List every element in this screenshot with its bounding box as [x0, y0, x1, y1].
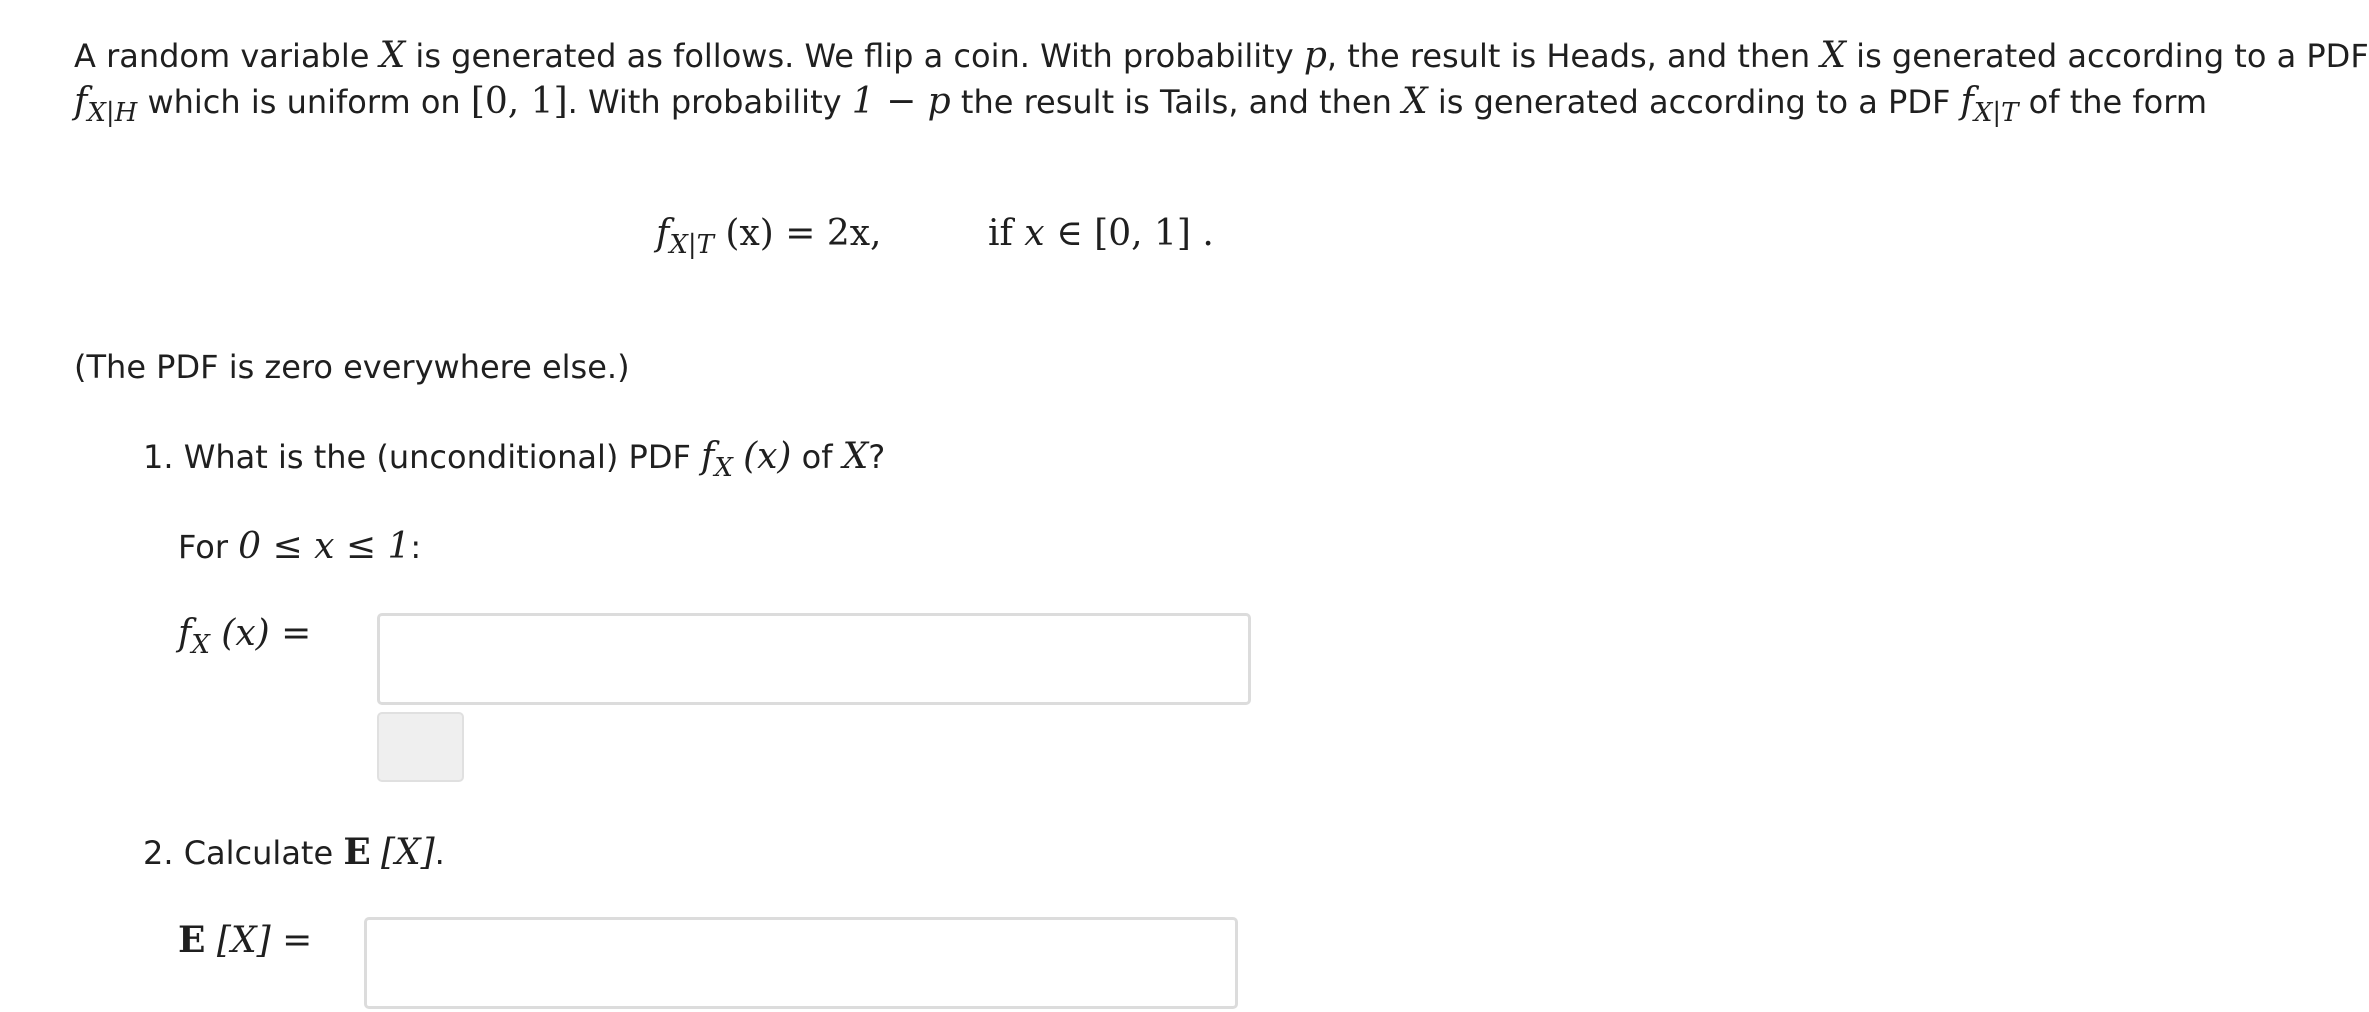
- for-label: For: [178, 528, 228, 566]
- math-subscript: X|T: [1973, 98, 2019, 129]
- intro-line-1: [74, 34, 2369, 78]
- math-f: f: [178, 613, 192, 654]
- pdf-answer-input[interactable]: [377, 613, 1251, 705]
- zero-note: (The PDF is zero everywhere else.): [74, 348, 630, 386]
- math-subscript: X: [714, 453, 733, 484]
- intro-text: which is uniform on: [147, 83, 461, 121]
- math-E: E: [343, 831, 371, 873]
- math-p: p: [1303, 35, 1327, 76]
- condition-if: if: [988, 213, 1013, 254]
- intro-text: the result is Tails, and then: [960, 83, 1392, 121]
- math-X: X: [1820, 35, 1846, 76]
- answer-rest: (x) =: [221, 613, 312, 654]
- q1-answer-label: [178, 612, 311, 659]
- answer-rest: [X] =: [216, 920, 313, 961]
- period: .: [434, 834, 445, 872]
- pdf-preview-button[interactable]: [377, 712, 464, 782]
- question-1: [143, 435, 885, 482]
- intro-text: of the form: [2028, 83, 2207, 121]
- math-subscript: X: [191, 630, 210, 661]
- math-X: X: [379, 35, 406, 76]
- q1-range: [178, 525, 421, 569]
- intro-text: . With probability: [567, 83, 842, 121]
- question-2-label: 2. Calculate: [143, 834, 334, 872]
- math-interval: [0, 1]: [470, 81, 568, 122]
- q2-answer-label: [178, 918, 312, 963]
- math-f: f: [701, 436, 715, 477]
- expectation-answer-input[interactable]: [364, 917, 1238, 1009]
- question-1-label: 1. What is the (unconditional) PDF: [143, 438, 691, 476]
- intro-text: is generated according to a PDF: [1856, 37, 2369, 75]
- question-2: [143, 830, 445, 875]
- question-1-of: of: [801, 438, 833, 476]
- math-arg: (x): [743, 436, 792, 477]
- intro-text: A random variable: [74, 37, 370, 75]
- math-f: f: [74, 81, 88, 122]
- question-mark: ?: [868, 438, 886, 476]
- math-f: f: [656, 213, 670, 254]
- math-X: X: [842, 436, 869, 477]
- display-condition: [988, 210, 1214, 258]
- equation-lhs: (x) = 2x,: [725, 213, 882, 254]
- math-subscript: X|H: [87, 98, 138, 129]
- intro-line-2: [74, 80, 2207, 127]
- intro-text: , the result is Heads, and then: [1326, 37, 1811, 75]
- math-one-minus-p: 1 − p: [851, 81, 951, 122]
- intro-text: is generated as follows. We flip a coin. With probability: [415, 37, 1294, 75]
- intro-text: is generated according to a PDF: [1437, 83, 1951, 121]
- math-subscript: X|T: [669, 230, 714, 261]
- math-X: X: [1402, 81, 1428, 122]
- math-bracket: [X]: [380, 832, 435, 873]
- math-f: f: [1960, 81, 1974, 122]
- math-E: E: [178, 919, 206, 961]
- display-equation: [656, 210, 882, 261]
- math-x: x: [1024, 213, 1045, 254]
- condition-rest: ∈ [0, 1] .: [1056, 213, 1214, 254]
- math-range: 0 ≤ x ≤ 1: [238, 526, 411, 567]
- colon: :: [410, 528, 422, 566]
